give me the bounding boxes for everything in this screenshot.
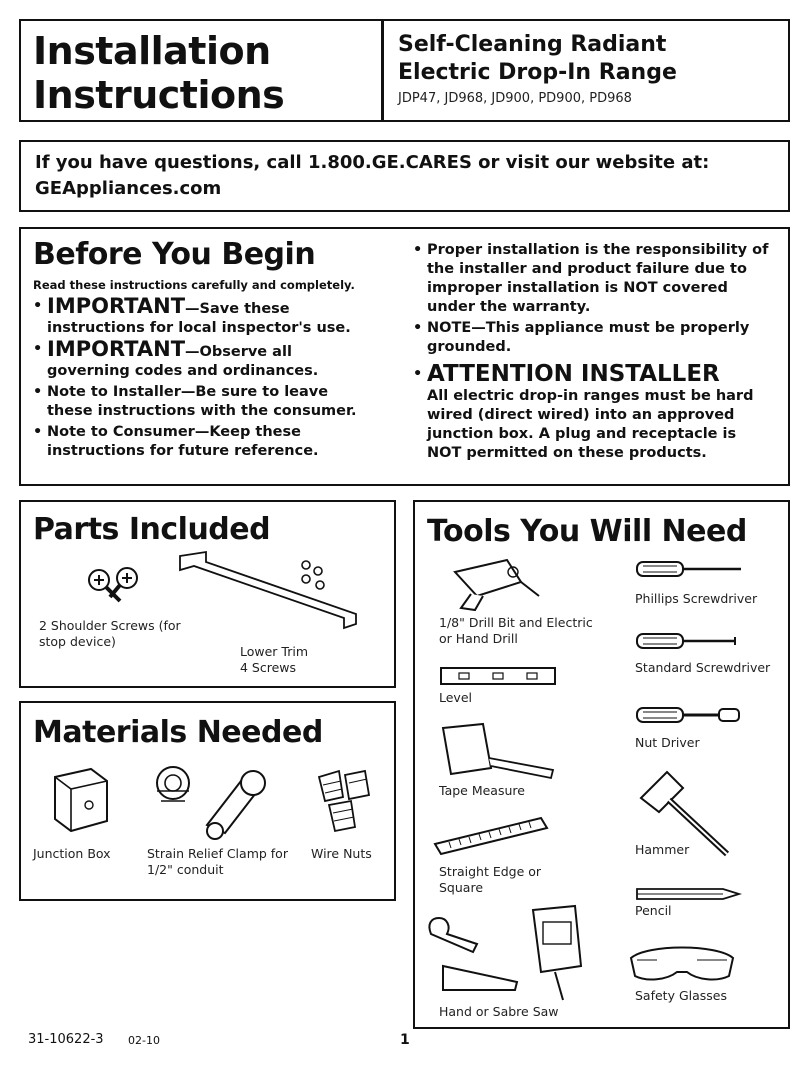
important-label-2: IMPORTANT	[47, 337, 186, 361]
important-observe	[33, 337, 373, 381]
tools-title: Tools You Will Need	[427, 514, 747, 549]
before-intro: Read these instructions carefully and completely.	[33, 278, 355, 292]
drill-label: 1/8" Drill Bit and Electric or Hand Drill	[439, 615, 593, 646]
model-numbers: JDP47, JD968, JD900, PD900, PD968	[398, 91, 632, 106]
straight-edge-label: Straight Edge or Square	[439, 864, 542, 895]
before-you-begin-box	[19, 227, 790, 486]
important-line2-1: instructions for local inspector's use.	[47, 320, 351, 336]
saw-label: Hand or Sabre Saw	[439, 1004, 559, 1019]
nut-driver-label: Nut Driver	[635, 735, 700, 750]
doc-date: 02-10	[128, 1034, 160, 1047]
important-rest-1: —Save these	[185, 301, 290, 317]
attention-installer	[413, 361, 775, 463]
contact-box	[19, 140, 790, 212]
before-title: Before You Begin	[33, 237, 316, 272]
important-line2-2: governing codes and ordinances.	[47, 363, 319, 379]
hammer-label: Hammer	[635, 842, 690, 857]
doc-title-line1: Installation	[33, 29, 271, 73]
standard-screwdriver-icon	[635, 632, 745, 652]
tape-measure-label: Tape Measure	[439, 783, 525, 798]
safety-glasses-icon	[627, 938, 737, 988]
junction-box-label: Junction Box	[33, 846, 111, 861]
product-name-line2: Electric Drop-In Range	[398, 60, 677, 85]
doc-title-line2: Instructions	[33, 73, 285, 117]
important-rest-2: —Observe all	[185, 344, 292, 360]
consumer-note: • Note to Consumer—Keep these instructions for future reference.	[33, 423, 373, 461]
safety-glasses-label: Safety Glasses	[635, 988, 728, 1003]
straight-edge-icon	[431, 814, 551, 854]
doc-number: 31-10622-3	[28, 1032, 104, 1047]
shoulder-screws-icon	[81, 562, 151, 602]
header-divider	[381, 21, 384, 121]
junction-box-icon	[51, 765, 111, 835]
important-label-1: IMPORTANT	[47, 294, 186, 318]
tools-box	[413, 500, 790, 1029]
strain-relief-label: Strain Relief Clamp for 1/2" conduit	[147, 846, 288, 877]
grounded-note: • NOTE—This appliance must be properly grounded.	[413, 319, 775, 357]
nut-driver-icon	[635, 706, 745, 726]
tape-measure-icon	[439, 720, 559, 780]
level-icon	[439, 664, 559, 690]
level-label: Level	[439, 690, 472, 705]
screws-label: 4 Screws	[240, 660, 297, 675]
before-right-list	[413, 241, 775, 465]
phillips-label: Phillips Screwdriver	[635, 591, 758, 606]
parts-title: Parts Included	[33, 512, 271, 547]
proper-install-note: • Proper installation is the responsibility of the installer and product failure due to improper installation is NOT covered under the warranty.	[413, 241, 775, 317]
lower-trim-icon	[176, 552, 366, 632]
parts-included-box	[19, 500, 396, 688]
standard-label: Standard Screwdriver	[635, 660, 771, 675]
drill-icon	[447, 552, 547, 612]
materials-title: Materials Needed	[33, 715, 323, 750]
important-save	[33, 294, 373, 338]
page-number: 1	[400, 1032, 410, 1048]
screws-icon	[296, 557, 336, 597]
before-left-list	[33, 294, 373, 463]
installer-note: • Note to Installer—Be sure to leave these instructions with the consumer.	[33, 383, 373, 421]
wire-nuts-label: Wire Nuts	[311, 846, 372, 861]
pencil-label: Pencil	[635, 903, 672, 918]
pencil-icon	[635, 887, 745, 901]
attention-heading: ATTENTION INSTALLER	[427, 361, 720, 387]
shoulder-screws-label: 2 Shoulder Screws (for stop device)	[39, 618, 181, 649]
attention-body: All electric drop-in ranges must be hard wired (direct wired) into an approved junction box. A plug and receptacle is NOT permitted on these products.	[427, 388, 754, 461]
product-name-line1: Self-Cleaning Radiant	[398, 32, 667, 57]
materials-needed-box	[19, 701, 396, 901]
header-box	[19, 19, 790, 122]
wire-nuts-icon	[315, 767, 375, 837]
product-block	[398, 31, 677, 106]
strain-relief-icon	[151, 761, 281, 841]
contact-website[interactable]: GEAppliances.com	[35, 178, 222, 199]
contact-line1: If you have questions, call 1.800.GE.CARES or visit our website at:	[35, 152, 710, 173]
phillips-screwdriver-icon	[635, 560, 745, 580]
saw-icon	[425, 904, 595, 1004]
lower-trim-label: Lower Trim	[240, 644, 309, 659]
